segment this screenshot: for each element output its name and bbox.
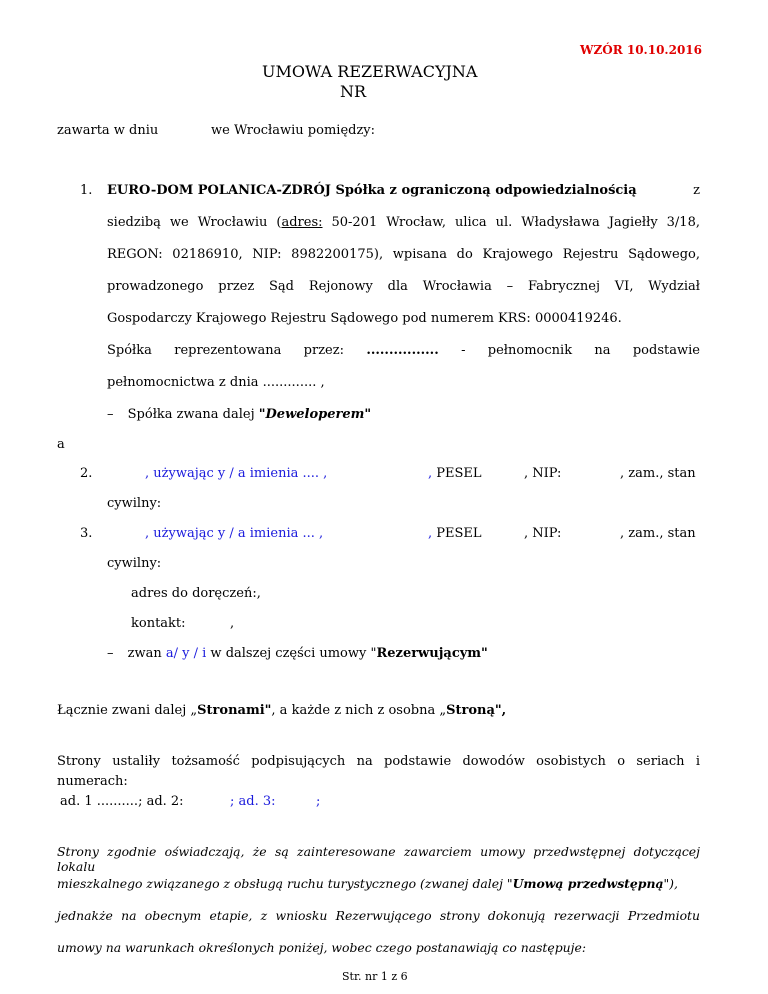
party-1-company-name: EURO-DOM POLANICA-ZDRÓJ Spółka z ograniczoną odpowiedzialnością	[107, 183, 637, 198]
identity-clause-line-2: numerach:	[57, 774, 128, 789]
party-3-delivery-address: adres do doręczeń:,	[131, 586, 261, 601]
party-2-nip: , NIP:	[524, 466, 562, 481]
identity-end: ;	[316, 794, 321, 809]
statement-line-3: jednakże na obecnym etapie, z wniosku Rezerwującego strony dokonują rezerwacji Przedmiotu	[57, 908, 700, 923]
party-1-line-3: REGON: 02186910, NIP: 8982200175), wpisana do Krajowego Rejestru Sądowego,	[107, 247, 700, 262]
party-3-civil-status: cywilny:	[107, 556, 162, 571]
party-1-line-2: siedzibą we Wrocławiu (adres: 50-201 Wrocław, ulica ul. Władysława Jagiełły 3/18,	[107, 215, 700, 230]
party-3-contact-label: kontakt:	[131, 616, 186, 631]
party-3-number: 3.	[80, 526, 93, 541]
document-number-label: NR	[340, 82, 367, 101]
party-1-line-4: prowadzonego przez Sąd Rejonowy dla Wrocławia – Fabrycznej VI, Wydział	[107, 279, 700, 294]
party-2-pesel: , PESEL	[428, 466, 482, 481]
party-1-line-5: Gospodarczy Krajowego Rejestru Sądowego pod numerem KRS: 0000419246.	[107, 311, 622, 326]
jointly-clause: Łącznie zwani dalej „Stronami", a każde z nich z osobna „Stroną",	[57, 703, 507, 718]
party-2-address-status: , zam., stan	[620, 466, 696, 481]
party-3-contact-value: ,	[230, 616, 235, 631]
party-1-power-of-attorney: pełnomocnictwa z dnia ............. ,	[107, 375, 325, 390]
dash-bullet: –	[107, 646, 114, 661]
document-title: UMOWA REZERWACYJNA	[262, 62, 478, 81]
party-2-civil-status: cywilny:	[107, 496, 162, 511]
party-3-name-placeholder: , używając y / a imienia ... ,	[145, 526, 324, 541]
party-3-pesel: , PESEL	[428, 526, 482, 541]
identity-ad1-ad2: ad. 1 ..........; ad. 2:	[60, 794, 184, 809]
identity-clause-line-1: Strony ustaliły tożsamość podpisujących na podstawie dowodów osobistych o seriach i	[57, 754, 700, 769]
party-3-address-status: , zam., stan	[620, 526, 696, 541]
party-1-representation: Spółka reprezentowana przez: ................ - pełnomocnik na podstawie	[107, 343, 700, 358]
conjunction: a	[57, 437, 65, 452]
template-date-stamp: WZÓR 10.10.2016	[580, 43, 702, 57]
statement-line-1: Strony zgodnie oświadczają, że są zainteresowane zawarciem umowy przedwstępnej dotyczącej lokalu	[57, 844, 700, 874]
party-1-dash-line: – Spółka zwana dalej "Deweloperem"	[107, 407, 372, 422]
identity-ad3: ; ad. 3:	[230, 794, 276, 809]
contract-date-label: zawarta w dniu	[57, 123, 159, 138]
party-2-number: 2.	[80, 466, 93, 481]
statement-line-2: mieszkalnego związanego z obsługą ruchu turystycznego (zwanej dalej "Umową przedwstępną"),	[57, 876, 678, 891]
dash-bullet: –	[107, 407, 114, 422]
party-2-name-placeholder: , używając y / a imienia .... ,	[145, 466, 328, 481]
party-1-line-1: EURO-DOM POLANICA-ZDRÓJ Spółka z ograniczoną odpowiedzialnością z	[107, 183, 700, 198]
party-3-dash-line: – zwan a/ y / i w dalszej części umowy "Rezerwującym"	[107, 646, 488, 661]
contract-place-label: we Wrocławiu pomiędzy:	[211, 123, 376, 138]
statement-line-4: umowy na warunkach określonych poniżej, wobec czego postanawiają co następuje:	[57, 940, 587, 955]
party-3-nip: , NIP:	[524, 526, 562, 541]
party-1-number: 1.	[80, 183, 93, 198]
page-number: Str. nr 1 z 6	[342, 970, 408, 983]
